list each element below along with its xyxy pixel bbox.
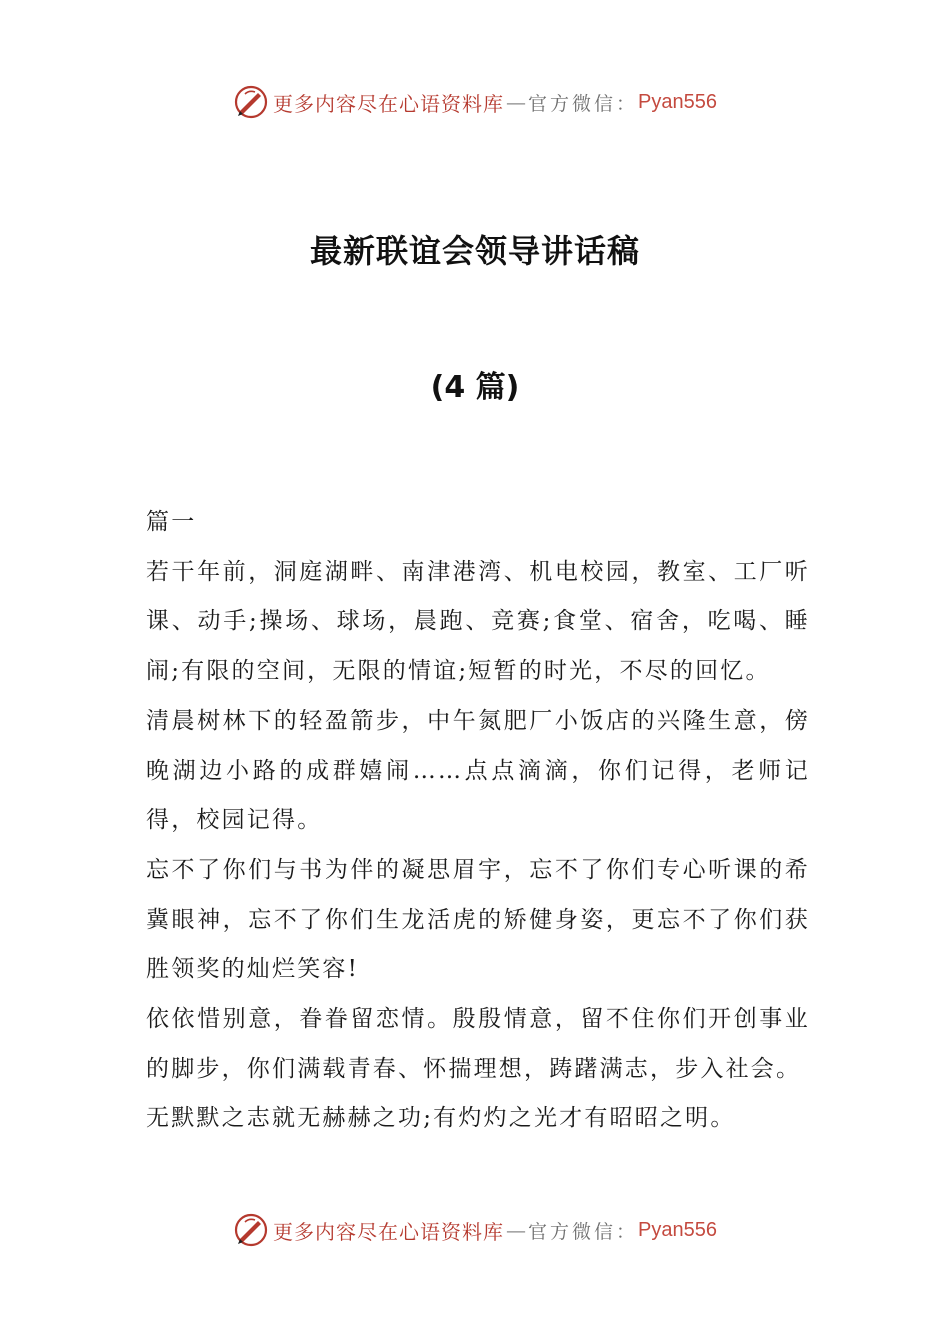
- banner-wechat-id: Pyan556: [638, 1218, 717, 1241]
- document-body: [146, 498, 810, 1144]
- header-banner: [0, 80, 950, 124]
- banner-separator: —: [506, 90, 526, 114]
- banner-wechat-id: Pyan556: [638, 90, 717, 113]
- banner-wechat-label: 官方微信：: [528, 1220, 639, 1243]
- section-label: 篇一: [146, 509, 197, 535]
- footer-banner: [0, 1208, 950, 1252]
- banner-wechat-label: 官方微信：: [528, 92, 639, 115]
- paragraph: 若干年前，洞庭湖畔、南津港湾、机电校园，教室、工厂听课、动手;操场、球场，晨跑、竞赛;食堂、宿舍，吃喝、睡闹;有限的空间，无限的情谊;短暂的时光，不尽的回忆。: [146, 558, 810, 685]
- paragraph: 清晨树林下的轻盈箭步，中午氮肥厂小饭店的兴隆生意，傍晚湖边小路的成群嬉闹……点点滴滴，你们记得，老师记得，校园记得。: [146, 707, 810, 834]
- pen-logo-icon: [233, 1212, 269, 1248]
- document-subtitle: (4 篇): [430, 370, 520, 405]
- paragraph: 忘不了你们与书为伴的凝思眉宇，忘不了你们专心听课的希冀眼神，忘不了你们生龙活虎的矫健身姿，更忘不了你们获胜领奖的灿烂笑容!: [146, 856, 810, 983]
- banner-site-text: 更多内容尽在心语资料库: [273, 91, 504, 116]
- banner-separator: —: [506, 1218, 526, 1242]
- paragraph: 依依惜别意，眷眷留恋情。殷殷情意，留不住你们开创事业的脚步，你们满载青春、怀揣理想，踌躇满志，步入社会。: [146, 1006, 810, 1082]
- paragraph: 无默默之志就无赫赫之功;有灼灼之光才有昭昭之明。: [146, 1105, 736, 1132]
- pen-logo-icon: [233, 84, 269, 120]
- document-title: 最新联谊会领导讲话稿: [309, 232, 640, 270]
- banner-site-text: 更多内容尽在心语资料库: [273, 1219, 504, 1244]
